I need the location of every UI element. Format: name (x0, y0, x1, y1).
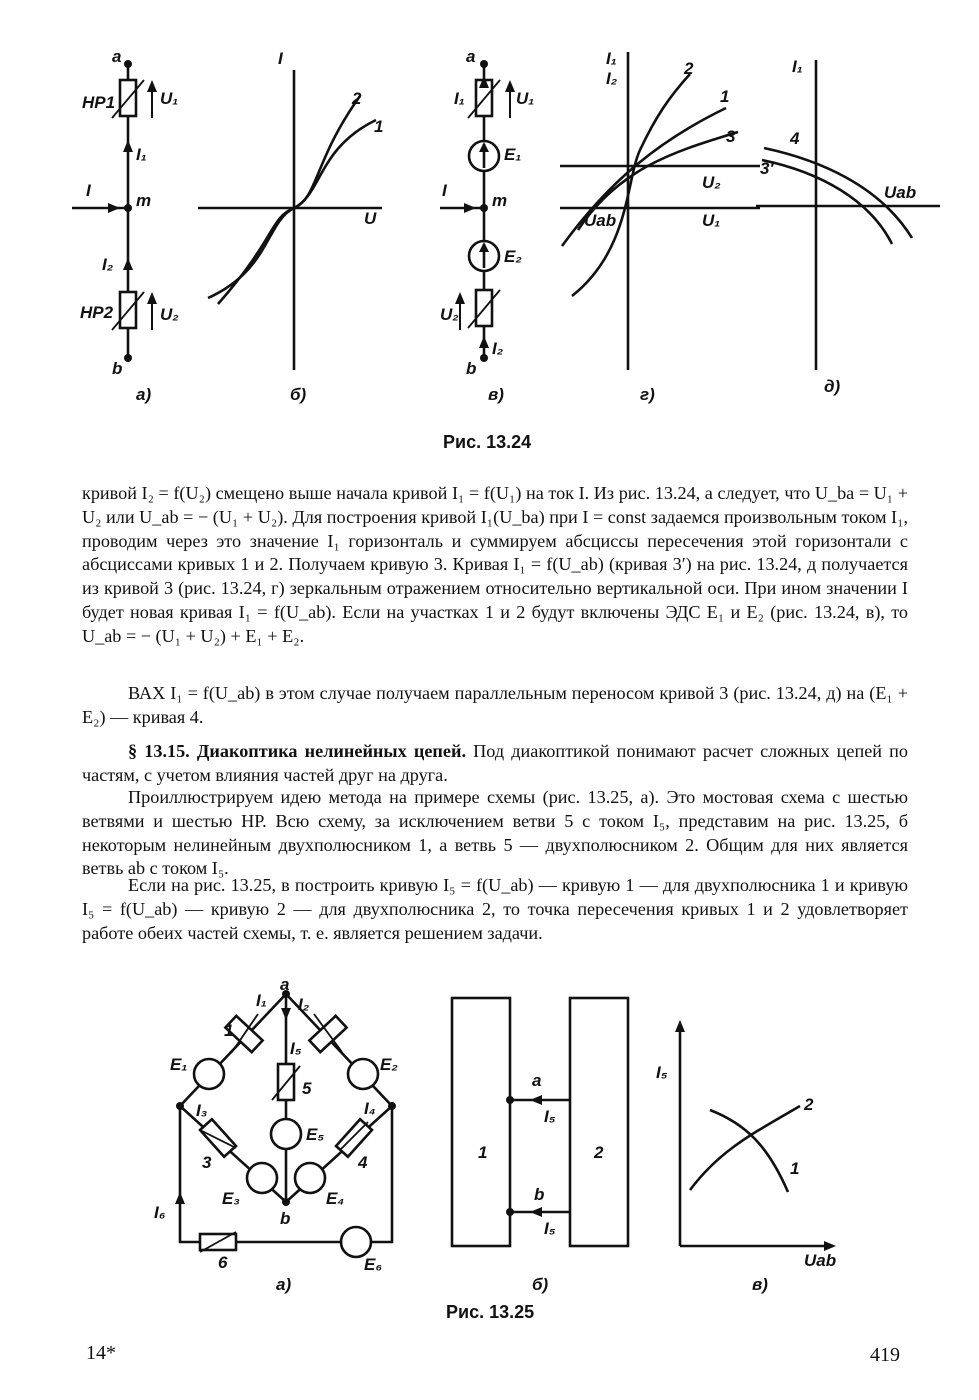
subfig-label: а) (276, 1275, 292, 1294)
label-r5: 5 (302, 1079, 312, 1098)
label-e1: E₁ (504, 145, 522, 164)
page-number: 419 (870, 1344, 900, 1366)
label-r4: 4 (358, 1153, 368, 1172)
label-nr2: НР2 (80, 303, 114, 322)
axis-label-i: I (278, 49, 283, 68)
curve-label: 3′ (760, 159, 774, 178)
curve-2-b (218, 96, 360, 304)
label-uab: Uab (584, 211, 617, 230)
curve-label: 4 (790, 129, 800, 148)
axis-label-i2: I₂ (606, 69, 618, 88)
label-nr1: НР1 (82, 93, 116, 112)
label-i1: I₁ (256, 991, 267, 1010)
node-a: a (532, 1071, 542, 1090)
node-m: m (136, 191, 152, 210)
label-r6: 6 (218, 1253, 228, 1272)
label-i2: I₂ (298, 995, 310, 1014)
figure-caption: Рис. 13.24 (443, 432, 532, 452)
label-e2: E₂ (380, 1055, 398, 1074)
curve-1-v (710, 1110, 788, 1192)
axis-label-i5: I₅ (656, 1063, 668, 1082)
axis-label-u: U (364, 209, 377, 228)
label-e3: E₃ (222, 1189, 240, 1208)
node-m: m (492, 191, 508, 210)
subfig-label: б) (532, 1275, 549, 1294)
label-u1: U₁ (702, 211, 721, 230)
node-a: a (280, 975, 290, 994)
paragraph: ВАХ I₁ = f(U_ab) в этом случае получаем параллельным переносом кривой 3 (рис. 13.24, д) на (E₁ + E₂) — кривая 4. (82, 683, 908, 727)
label-i2: I₂ (492, 339, 504, 358)
box-label: 1 (478, 1143, 488, 1162)
label-i: I (86, 181, 91, 200)
label-i6: I₆ (154, 1203, 166, 1222)
curve-2-v (690, 1106, 800, 1190)
curve-label: 2 (804, 1095, 814, 1114)
label-i1: I₁ (136, 145, 147, 164)
subfig-label: в) (752, 1275, 768, 1294)
label-i5: I₅ (290, 1039, 302, 1058)
label-e2: E₂ (504, 247, 522, 266)
node-a: a (112, 47, 122, 66)
subfig-label: в) (488, 385, 504, 404)
label-e4: E₄ (326, 1189, 345, 1208)
section-paragraph: § 13.15. Диакоптика нелинейных цепей. Под диакоптикой понимают расчет сложных цепей по частям, с учетом влияния частей друг на друга. (82, 741, 908, 785)
label-u1: U₁ (516, 89, 535, 108)
node-b: b (112, 359, 123, 378)
figure-13-24 (0, 0, 979, 460)
curve-3prime-d (762, 160, 892, 244)
label-i1: I₁ (454, 89, 465, 108)
curve-label: 1 (720, 87, 730, 106)
paragraph: Проиллюстрируем идею метода на примере схемы (рис. 13.25, а). Это мостовая схема с шестью ветвями и шестью НР. Всю схему, за исключением ветви 5 с током I₅, представим на рис. 13.25, б некоторым нелинейным двухполюсником 1, а ветвь 5 — двухполюсником 2. Общим для них является ветвь ab с током I₅. (82, 787, 908, 879)
label-e6: E₆ (364, 1255, 383, 1274)
curve-label: 1 (374, 117, 384, 136)
label-r1: 1 (224, 1021, 234, 1040)
node-b: b (280, 1209, 291, 1228)
label-i3: I₃ (196, 1101, 208, 1120)
subfig-label: д) (824, 377, 841, 396)
figure-caption: Рис. 13.25 (446, 1302, 535, 1322)
curve-label: 2 (352, 89, 362, 108)
label-e1: E₁ (170, 1055, 188, 1074)
label-uab: Uab (884, 183, 917, 202)
box-label: 2 (594, 1143, 604, 1162)
axis-label-i1: I₁ (792, 57, 803, 76)
paragraph: Если на рис. 13.25, в построить кривую I₅ = f(U_ab) — кривую 1 — для двухполюсника 1 и кривую I₅ = f(U_ab) — кривую 2 — для двухполюсника 2, то точка пересечения кривых 1 и 2 удовлетворяет работе обеих частей схемы, т. е. является решением задачи. (82, 875, 908, 943)
axis-label-uab: Uab (804, 1251, 837, 1270)
label-u2: U₂ (440, 305, 459, 324)
subfig-label: г) (640, 385, 655, 404)
label-i2: I₂ (102, 255, 114, 274)
node-b: b (466, 359, 477, 378)
label-i5: I₅ (544, 1107, 556, 1126)
subfig-label: а) (136, 385, 152, 404)
label-i5: I₅ (544, 1219, 556, 1238)
curve-label: 1 (790, 1159, 800, 1178)
two-terminal-1 (452, 998, 510, 1246)
curve-label: 3 (726, 127, 736, 146)
curve-2-g (572, 74, 690, 296)
label-u2: U₂ (702, 173, 721, 192)
section-heading: § 13.15. Диакоптика нелинейных цепей. (128, 741, 466, 761)
label-u1: U₁ (160, 89, 179, 108)
two-terminal-2 (570, 998, 628, 1246)
node-b: b (534, 1185, 545, 1204)
label-i4: I₄ (364, 1099, 376, 1118)
subfig-label: б) (290, 385, 307, 404)
label-r3: 3 (202, 1153, 212, 1172)
label-i: I (442, 181, 447, 200)
paragraph: кривой I₂ = f(U₂) смещено выше начала кривой I₁ = f(U₁) на ток I. Из рис. 13.24, а следует, что U_ba = U₁ + U₂ или U_ab = − (U₁ + U₂). Для построения кривой I₁(U_ba) при I = const задаемся произвольным током I₁, проводим через это значение I₁ горизонталь и суммируем абсциссы пересечения этой горизонтали с абсциссами кривых 1 и 2. Получаем кривую 3. Кривая I₁ = f(U_ab) (кривая 3′) на рис. 13.24, д получается из кривой 3 (рис. 13.24, г) зеркальным отражением относительно вертикальной оси. При ином значении I будет новая кривая I₁ = f(U_ab). Если на участках 1 и 2 будут включены ЭДС E₁ и E₂ (рис. 13.24, в), то U_ab = − (U₁ + U₂) + E₁ + E₂. (82, 483, 908, 646)
signature-mark: 14* (86, 1342, 116, 1364)
label-u2: U₂ (160, 305, 179, 324)
node-a: a (466, 47, 476, 66)
axis-label-i1: I₁ (606, 49, 617, 68)
label-e5: E₅ (306, 1125, 325, 1144)
figure-13-25 (0, 970, 979, 1300)
curve-label: 2 (684, 59, 694, 78)
